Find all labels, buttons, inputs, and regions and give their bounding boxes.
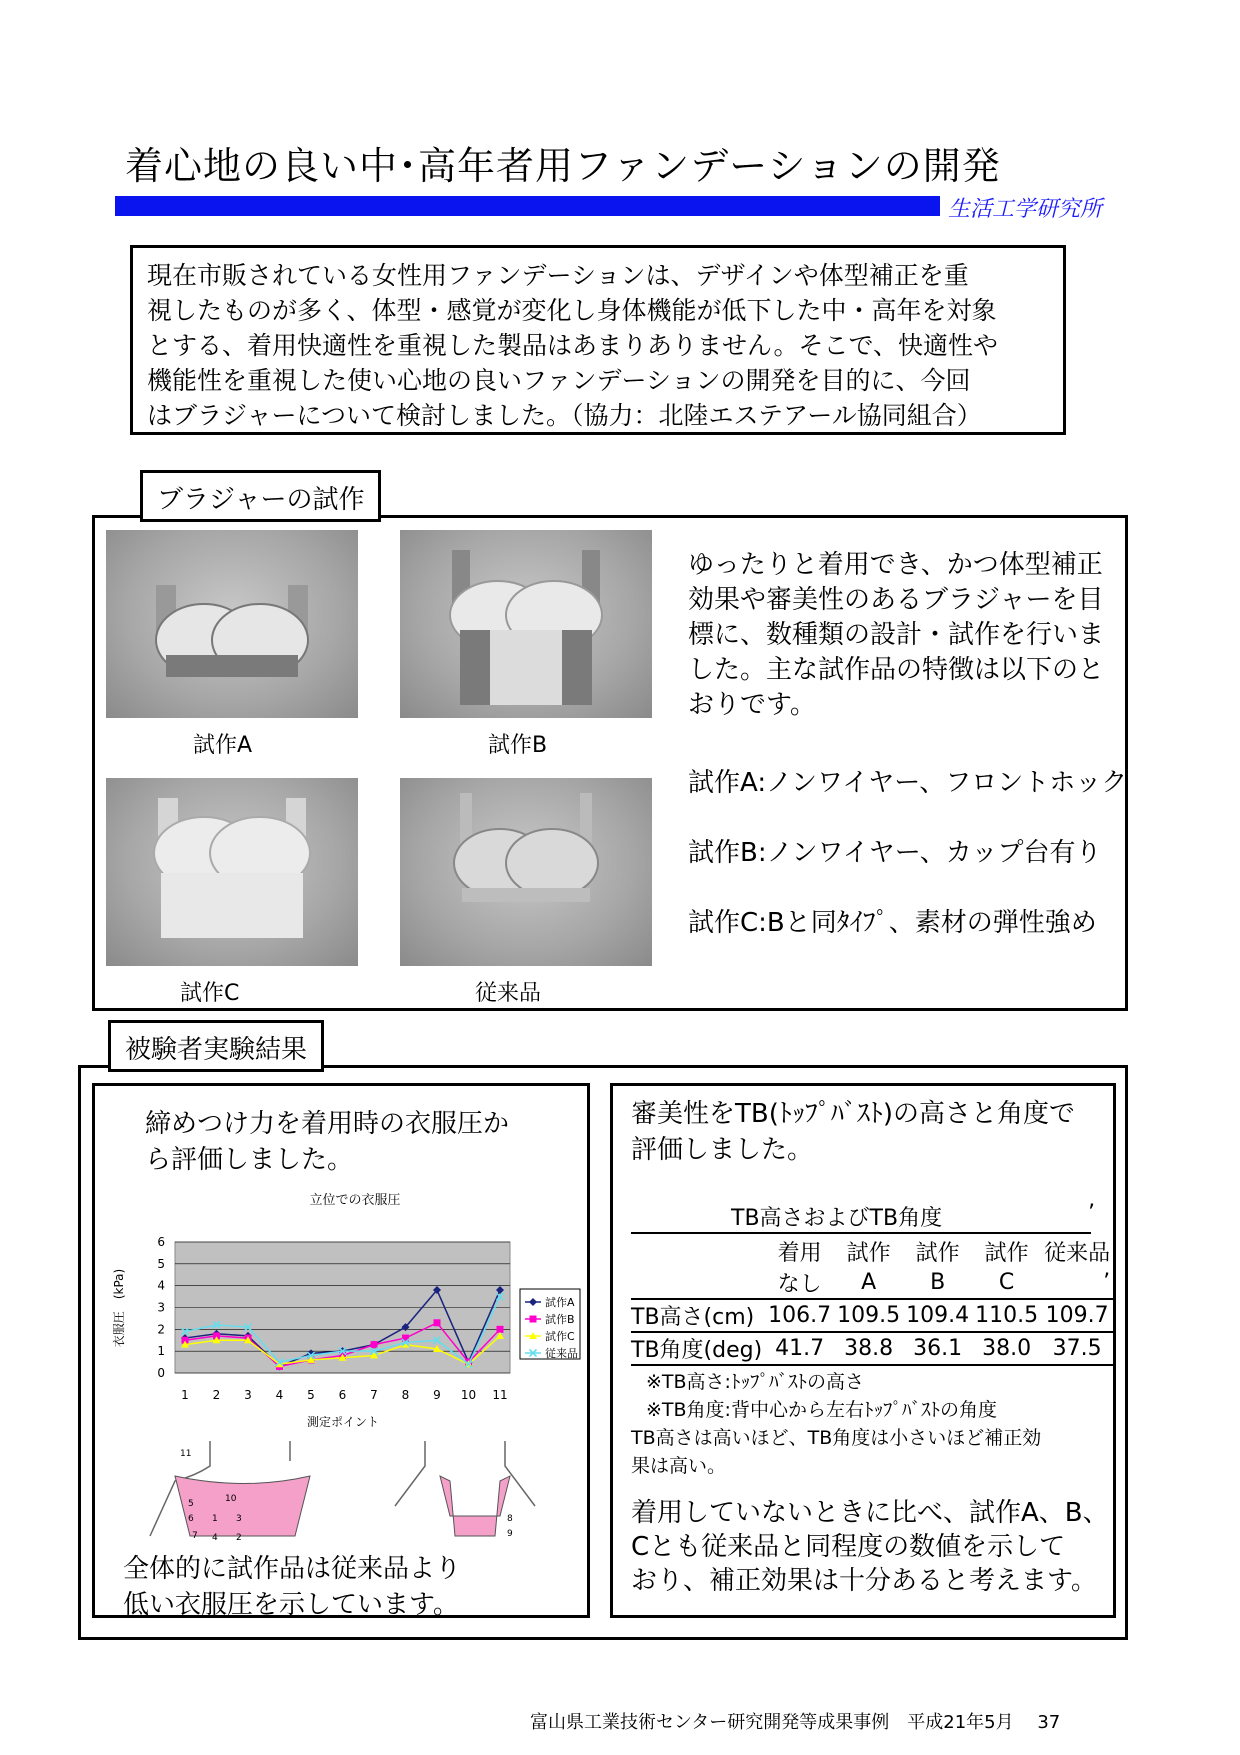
table-header-cell: 試作 [846,1241,891,1266]
table-cell: 109.4 [906,1303,970,1328]
y-tick-label: 6 [157,1235,165,1249]
y-tick-label: 2 [157,1322,165,1337]
point-number: 10 [225,1494,237,1504]
y-axis-label: 衣服圧 (kPa) [112,1268,126,1348]
point-number: 3 [236,1514,242,1524]
table-header-row [631,1267,1113,1299]
photo-caption: 試作B [488,733,548,758]
y-tick-label: 5 [157,1256,165,1271]
point-number: 2 [236,1533,242,1543]
table-header-cell: 試作 [915,1241,960,1266]
x-tick-label: 6 [338,1388,347,1402]
table-note: ※TB角度:背中心から左右ﾄｯﾌﾟﾊﾞｽﾄの角度 [646,1399,997,1421]
table-header-cell: B [930,1270,946,1295]
tb-table-wrapper [631,1201,1113,1480]
table-cell: TB角度(deg) [631,1338,763,1363]
bra-illustration [106,778,358,966]
x-tick-label: 9 [433,1388,441,1402]
x-tick-label: 3 [244,1388,252,1402]
x-tick-label: 4 [275,1388,284,1402]
table-notes [631,1368,1113,1480]
table-row [631,1299,1113,1332]
photo-caption: 試作A [193,733,253,758]
pressure-conclusion [123,1551,461,1623]
pressure-conclusion-line: 全体的に試作品は従来品より [123,1554,462,1584]
intro-line: はブラジャーについて検討しました。（協力：北陸エステアール協同組合） [147,401,982,430]
data-point [371,1341,378,1348]
feature-prototype-a: 試作A:ノンワイヤー、フロントホック [688,768,1128,798]
data-point [530,1316,537,1323]
description-line: 効果や審美性のあるブラジャーを目 [688,585,1104,615]
aesthetics-intro-line: 審美性をTB(ﾄｯﾌﾟﾊﾞｽﾄ)の高さと角度で [631,1099,1076,1129]
table-header-cell: ’ [1103,1270,1111,1295]
description-line: ゆったりと着用でき、かつ体型補正 [688,550,1103,580]
legend-label: 試作A [545,1296,575,1309]
table-cell: 110.5 [975,1303,1039,1328]
chart-legend [520,1289,580,1360]
point-number: 5 [188,1499,194,1509]
description-line: 標に、数種類の設計・試作を行いま [688,620,1105,650]
description-line: した。主な試作品の特徴は以下のと [688,655,1105,685]
x-tick-label: 11 [492,1388,508,1402]
measurement-point-diagram [95,1436,585,1556]
point-number: 6 [188,1514,194,1524]
point-number: 4 [212,1533,218,1543]
aesthetics-panel [610,1083,1116,1618]
y-tick-label: 4 [157,1278,165,1293]
intro-line: 機能性を重視した使い心地の良いファンデーションの開発を目的に、今回 [147,366,971,395]
table-header-cell: なし [777,1272,822,1297]
table-title: TB高さおよびTB角度 [731,1206,943,1231]
aesthetics-conclusion-line: 着用していないときに比べ、試作A、B、 [631,1498,1109,1528]
point-number: 7 [192,1531,198,1541]
table-title-row [631,1201,1095,1234]
data-point [497,1326,504,1333]
pressure-intro [145,1106,509,1178]
data-point [434,1319,441,1326]
page-footer: 富山県工業技術センター研究開発等成果事例 平成21年5月 37 [530,1712,1061,1733]
pressure-intro-line: 締めつけ力を着用時の衣服圧か [145,1109,510,1139]
table-cell: 38.0 [982,1336,1032,1361]
point-number: 9 [507,1529,513,1539]
table-header-cell [631,1236,765,1267]
table-cell: 106.7 [768,1303,832,1328]
photo-caption: 従来品 [475,981,542,1006]
pressure-chart [95,1186,585,1446]
x-tick-labels [181,1388,507,1402]
table-cell: 41.7 [775,1336,825,1361]
table-cell: 109.7 [1045,1303,1109,1328]
aesthetics-conclusion [631,1496,1109,1598]
title-underline-bar [115,196,940,216]
x-tick-label: 7 [370,1388,378,1402]
chart-title: 立位での衣服圧 [309,1193,401,1208]
y-tick-labels [157,1235,165,1380]
table-header-cell: 従来品 [1044,1241,1111,1266]
pressure-panel [92,1083,590,1618]
section-heading-results: 被験者実験結果 [108,1020,324,1072]
y-tick-label: 1 [157,1344,165,1359]
photo-prototype-a [106,530,358,718]
table-cell: 36.1 [913,1336,963,1361]
x-axis-label: 測定ポイント [306,1415,380,1429]
x-tick-label: 1 [181,1388,189,1402]
legend-label: 試作B [545,1313,575,1326]
table-cell: 37.5 [1052,1336,1102,1361]
x-tick-label: 8 [401,1388,410,1402]
prototype-description [688,548,1128,723]
table-remark-line: TB高さは高いほど、TB角度は小さいほど補正効 [631,1427,1042,1449]
table-row [631,1332,1113,1365]
table-cell: TB高さ(cm) [631,1305,755,1330]
bra-illustration [400,778,652,966]
table-header-cell: A [861,1270,877,1295]
table-header-cell: 着用 [777,1241,822,1266]
y-tick-label: 3 [157,1300,165,1315]
table-header-cell: C [998,1270,1015,1295]
bra-illustration [400,530,652,718]
photo-prototype-c [106,778,358,966]
table-cell: 38.8 [844,1336,894,1361]
table-mark: ’ [1088,1201,1095,1226]
aesthetics-conclusion-line: Cとも従来品と同程度の数値を示して [631,1532,1066,1562]
point-number: 11 [180,1449,192,1459]
department-label: 生活工学研究所 [948,197,1103,222]
table-remark-line: 果は高い。 [631,1455,727,1477]
feature-prototype-c: 試作C:Bと同ﾀｲﾌﾟ、素材の弾性強め [688,908,1097,938]
intro-line: 現在市販されている女性用ファンデーションは、デザインや体型補正を重 [147,261,969,290]
photo-caption: 試作C [180,981,240,1006]
pressure-conclusion-line: 低い衣服圧を示しています。 [123,1590,459,1620]
table-header-cell [631,1267,765,1299]
intro-line: 視したものが多く、体型・感覚が変化し身体機能が低下した中・高年を対象 [147,296,997,325]
x-tick-label: 10 [460,1388,477,1402]
aesthetics-intro-line: 評価しました。 [631,1135,814,1165]
legend-label: 試作C [545,1330,575,1343]
pressure-intro-line: ら評価しました。 [145,1145,354,1175]
intro-box [130,245,1066,435]
description-line: おりです。 [688,690,816,720]
table-cell: 109.5 [837,1303,901,1328]
aesthetics-conclusion-line: おり、補正効果は十分あると考えます。 [631,1566,1097,1596]
table-header-row [631,1236,1113,1267]
feature-prototype-b: 試作B:ノンワイヤー、カップ台有り [688,838,1102,868]
x-tick-label: 2 [212,1388,221,1402]
tb-table [631,1236,1113,1366]
table-header-cell: 試作 [984,1241,1029,1266]
section-heading-prototype: ブラジャーの試作 [140,470,381,522]
y-tick-label: 0 [157,1366,165,1380]
legend-label: 従来品 [545,1347,578,1360]
photo-prototype-b [400,530,652,718]
x-tick-label: 5 [307,1388,315,1402]
photo-conventional [400,778,652,966]
bra-illustration [106,530,358,718]
point-number: 1 [212,1514,218,1524]
table-note: ※TB高さ:ﾄｯﾌﾟﾊﾞｽﾄの高さ [646,1371,864,1393]
page-title: 着心地の良い中･高年者用ファンデーションの開発 [125,144,1001,188]
point-number: 8 [507,1514,513,1524]
aesthetics-intro [631,1096,1075,1168]
intro-line: とする、着用快適性を重視した製品はあまりありません。そこで、快適性や [147,331,999,360]
